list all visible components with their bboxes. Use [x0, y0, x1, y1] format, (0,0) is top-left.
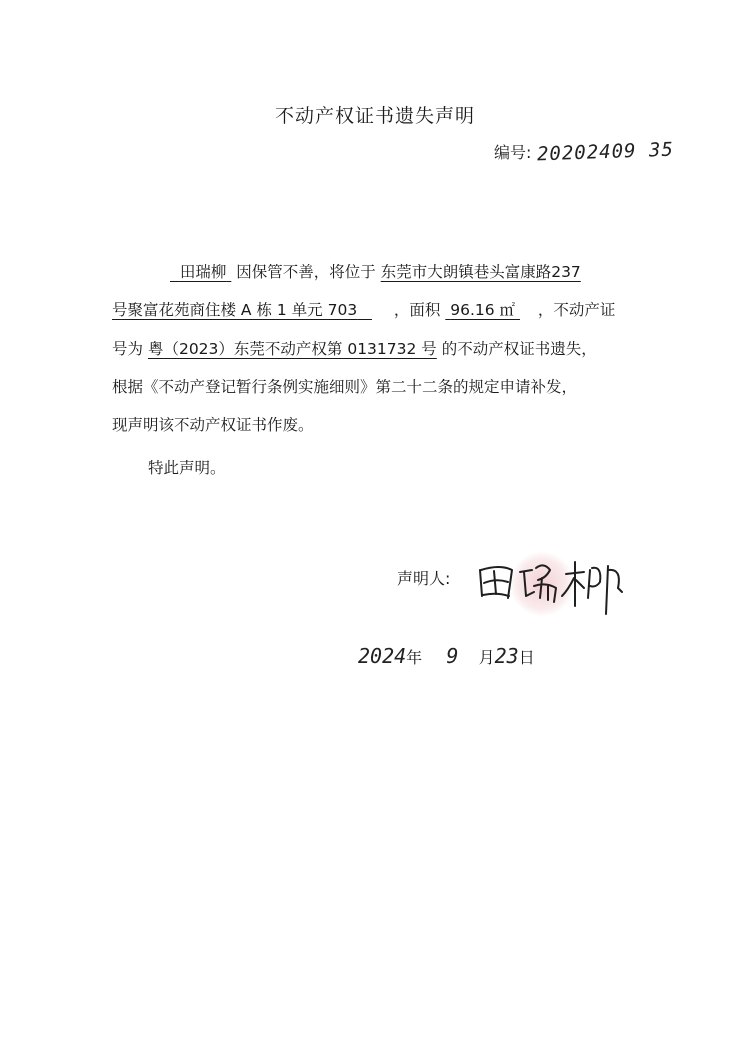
- area-value: 96.16 ㎡: [450, 301, 516, 319]
- date-year-unit: 年: [406, 648, 423, 667]
- serial-value: 20202409 35: [536, 138, 674, 166]
- body-line-4: 根据《不动产登记暂行条例实施细则》第二十二条的规定申请补发，: [112, 378, 578, 396]
- statement-date: [358, 644, 535, 668]
- closing-line: 特此声明。: [148, 459, 226, 477]
- date-year: 2024: [358, 644, 407, 668]
- document-title: 不动产权证书遗失声明: [274, 105, 475, 127]
- date-month: 9: [446, 644, 459, 668]
- address-part-2: 号聚富花苑商住楼 A 栋 1 单元 703: [112, 301, 358, 319]
- date-day: 23: [494, 644, 519, 668]
- serial-number: [494, 138, 674, 166]
- body-text-3: ，不动产证: [537, 301, 616, 319]
- body-text-1: 因保管不善，将位于: [236, 263, 376, 281]
- date-month-unit: 月: [478, 648, 495, 667]
- certificate-number: 粤（2023）东莞不动产权第 0131732 号: [147, 340, 437, 358]
- body-line-3: [112, 337, 597, 359]
- body-text-4: 号为: [112, 340, 144, 358]
- handwritten-signature: [472, 548, 642, 628]
- body-line-5: 现声明该不动产权证书作废。: [112, 416, 314, 434]
- date-day-unit: 日: [518, 648, 535, 667]
- body-text-5: 的不动产权证书遗失，: [441, 340, 597, 358]
- address-part-1: 东莞市大朗镇巷头富康路237: [380, 263, 581, 281]
- body-line-2: [112, 298, 615, 320]
- body-text-2: ，面积: [393, 301, 441, 319]
- body-line-1: [170, 260, 581, 282]
- owner-name: 田瑞柳: [179, 263, 227, 281]
- declarant-label: 声明人:: [397, 569, 451, 588]
- serial-label: 编号:: [494, 143, 532, 162]
